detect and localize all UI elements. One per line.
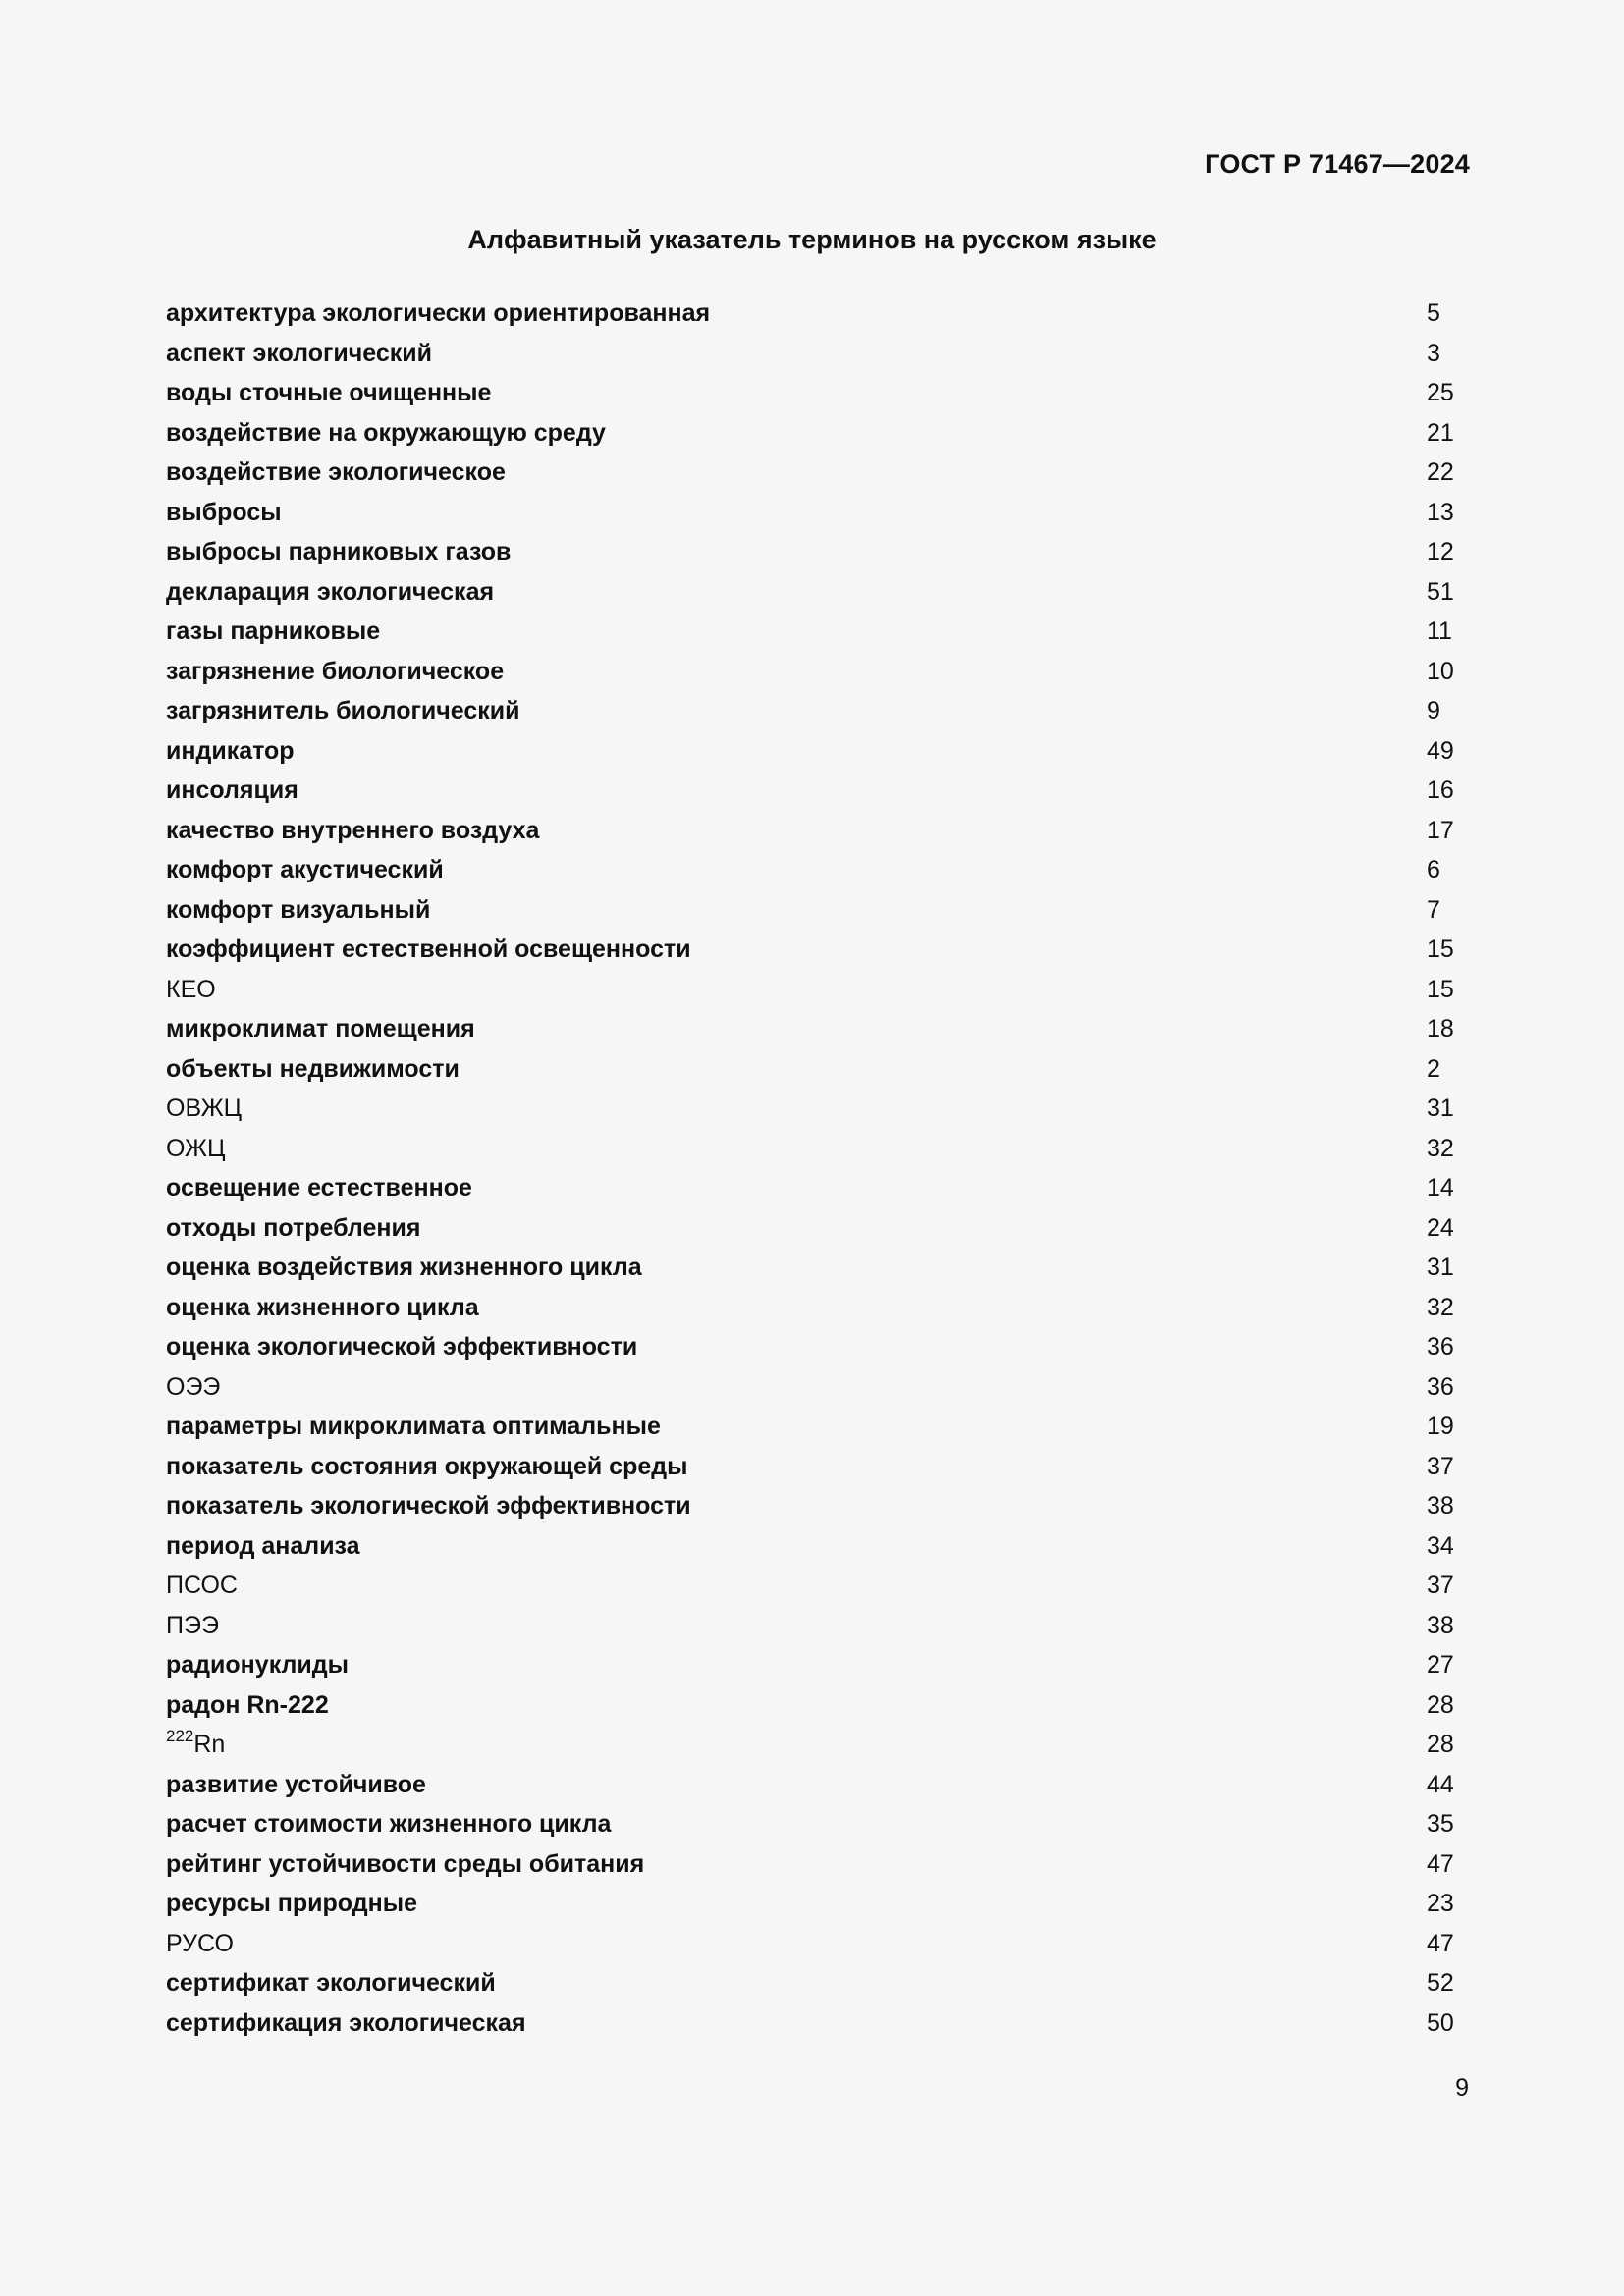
- term-number: 19: [1427, 1413, 1454, 1440]
- term-index-list: [166, 295, 1472, 2045]
- index-term: выбросы: [166, 498, 282, 526]
- index-term: показатель состояния окружающей среды: [166, 1452, 688, 1480]
- index-entry: [166, 1568, 1472, 1608]
- index-term: КЕО: [166, 975, 216, 1003]
- index-entry: [166, 1727, 1472, 1767]
- index-term: оценка экологической эффективности: [166, 1333, 638, 1361]
- index-term: оценка воздействия жизненного цикла: [166, 1254, 642, 1281]
- index-term: ПЭЭ: [166, 1611, 219, 1639]
- index-term: ОЭЭ: [166, 1372, 221, 1401]
- term-number: 36: [1427, 1372, 1454, 1401]
- index-term: качество внутреннего воздуха: [166, 816, 540, 844]
- term-number: 36: [1427, 1333, 1454, 1361]
- isotope-superscript: 222: [166, 1727, 194, 1745]
- index-entry: [166, 1091, 1472, 1131]
- term-number: 5: [1427, 299, 1440, 327]
- term-number: 27: [1427, 1651, 1454, 1679]
- document-code: ГОСТ Р 71467—2024: [1205, 149, 1470, 179]
- term-number: 37: [1427, 1572, 1454, 1599]
- index-term: радионуклиды: [166, 1651, 349, 1679]
- index-entry: [166, 1210, 1472, 1251]
- index-term: освещение естественное: [166, 1174, 472, 1201]
- term-number: 38: [1427, 1492, 1454, 1520]
- index-term: воды сточные очищенные: [166, 379, 492, 406]
- index-entry: [166, 495, 1472, 535]
- term-number: 24: [1427, 1213, 1454, 1242]
- index-entry: [166, 1687, 1472, 1728]
- index-term: ОВЖЦ: [166, 1095, 243, 1122]
- index-entry: [166, 336, 1472, 376]
- index-term: показатель экологической эффективности: [166, 1492, 691, 1520]
- term-number: 9: [1427, 697, 1440, 724]
- index-term: РУСО: [166, 1929, 234, 1957]
- term-number: 25: [1427, 379, 1454, 406]
- index-entry: [166, 1131, 1472, 1171]
- index-term: аспект экологический: [166, 339, 432, 367]
- index-term: развитие устойчивое: [166, 1770, 426, 1798]
- page-number: 9: [1455, 2074, 1469, 2102]
- index-entry: [166, 1170, 1472, 1210]
- isotope-symbol: Rn: [193, 1731, 226, 1758]
- index-entry: [166, 1250, 1472, 1290]
- index-term: индикатор: [166, 736, 295, 765]
- index-entry: [166, 1608, 1472, 1648]
- index-entry: [166, 1369, 1472, 1410]
- term-number: 44: [1427, 1770, 1454, 1798]
- term-number: 2: [1427, 1054, 1440, 1083]
- index-term: микроклимат помещения: [166, 1015, 475, 1042]
- term-number: 21: [1427, 418, 1454, 447]
- term-number: 32: [1427, 1134, 1454, 1162]
- index-term: ОЖЦ: [166, 1134, 226, 1162]
- index-entry: [166, 614, 1472, 654]
- index-term: объекты недвижимости: [166, 1054, 460, 1083]
- index-term: газы парниковые: [166, 617, 381, 645]
- index-term: период анализа: [166, 1531, 360, 1560]
- index-entry: [166, 1767, 1472, 1807]
- index-term: [166, 1727, 225, 1762]
- index-term: загрязнение биологическое: [166, 657, 505, 685]
- index-entry: [166, 1449, 1472, 1489]
- index-term: оценка жизненного цикла: [166, 1293, 479, 1321]
- term-number: 3: [1427, 339, 1440, 367]
- term-number: 52: [1427, 1969, 1454, 1997]
- term-number: 47: [1427, 1929, 1454, 1957]
- index-entry: [166, 574, 1472, 614]
- term-number: 7: [1427, 895, 1440, 924]
- index-term: сертификация экологическая: [166, 2008, 526, 2037]
- index-entry: [166, 1647, 1472, 1687]
- index-entry: [166, 813, 1472, 853]
- index-term: коэффициент естественной освещенности: [166, 935, 691, 963]
- index-entry: [166, 773, 1472, 813]
- index-term: выбросы парниковых газов: [166, 538, 512, 565]
- index-entry: [166, 693, 1472, 733]
- index-term: инсоляция: [166, 776, 298, 804]
- index-term: загрязнитель биологический: [166, 697, 520, 724]
- index-entry: [166, 1846, 1472, 1887]
- term-number: 34: [1427, 1531, 1454, 1560]
- index-term: ресурсы природные: [166, 1890, 417, 1917]
- index-title: Алфавитный указатель терминов на русском языке: [467, 225, 1157, 254]
- index-entry: [166, 295, 1472, 336]
- index-entry: [166, 1329, 1472, 1369]
- index-term: отходы потребления: [166, 1213, 421, 1242]
- term-number: 23: [1427, 1890, 1454, 1917]
- index-term: архитектура экологически ориентированная: [166, 299, 711, 327]
- index-term: радон Rn-222: [166, 1690, 329, 1719]
- index-entry: [166, 1051, 1472, 1092]
- term-number: 13: [1427, 498, 1454, 526]
- term-number: 17: [1427, 816, 1454, 844]
- index-term: комфорт визуальный: [166, 895, 431, 924]
- term-number: 22: [1427, 458, 1454, 486]
- index-entry: [166, 454, 1472, 495]
- index-entry: [166, 1409, 1472, 1449]
- term-number: 12: [1427, 538, 1454, 565]
- term-number: 51: [1427, 577, 1454, 606]
- term-number: 47: [1427, 1849, 1454, 1878]
- index-entry: [166, 892, 1472, 933]
- index-term: воздействие на окружающую среду: [166, 418, 606, 447]
- term-number: 35: [1427, 1810, 1454, 1838]
- term-number: 31: [1427, 1254, 1454, 1281]
- index-entry: [166, 733, 1472, 774]
- term-number: 28: [1427, 1690, 1454, 1719]
- term-number: 37: [1427, 1452, 1454, 1480]
- index-term: расчет стоимости жизненного цикла: [166, 1810, 612, 1838]
- term-number: 6: [1427, 856, 1440, 883]
- term-number: 14: [1427, 1174, 1454, 1201]
- term-number: 16: [1427, 776, 1454, 804]
- index-entry: [166, 1806, 1472, 1846]
- index-entry: [166, 1965, 1472, 2005]
- index-term: декларация экологическая: [166, 577, 495, 606]
- index-entry: [166, 932, 1472, 972]
- index-entry: [166, 1011, 1472, 1051]
- term-number: 31: [1427, 1095, 1454, 1122]
- index-entry: [166, 1926, 1472, 1966]
- index-entry: [166, 654, 1472, 694]
- index-entry: [166, 852, 1472, 892]
- index-entry: [166, 972, 1472, 1012]
- term-number: 10: [1427, 657, 1454, 685]
- term-number: 15: [1427, 975, 1454, 1003]
- index-term: ПСОС: [166, 1572, 238, 1599]
- term-number: 15: [1427, 935, 1454, 963]
- index-entry: [166, 1488, 1472, 1528]
- term-number: 28: [1427, 1731, 1454, 1758]
- index-term: сертификат экологический: [166, 1969, 496, 1997]
- term-number: 49: [1427, 736, 1454, 765]
- index-entry: [166, 1528, 1472, 1569]
- index-entry: [166, 415, 1472, 455]
- term-number: 50: [1427, 2008, 1454, 2037]
- index-entry: [166, 534, 1472, 574]
- index-term: воздействие экологическое: [166, 458, 506, 486]
- index-entry: [166, 1886, 1472, 1926]
- term-number: 32: [1427, 1293, 1454, 1321]
- term-number: 18: [1427, 1015, 1454, 1042]
- index-term: рейтинг устойчивости среды обитания: [166, 1849, 645, 1878]
- index-term: параметры микроклимата оптимальные: [166, 1413, 661, 1440]
- term-number: 11: [1427, 617, 1452, 645]
- index-term: комфорт акустический: [166, 856, 444, 883]
- term-number: 38: [1427, 1611, 1454, 1639]
- index-entry: [166, 1290, 1472, 1330]
- index-entry: [166, 2005, 1472, 2046]
- index-entry: [166, 375, 1472, 415]
